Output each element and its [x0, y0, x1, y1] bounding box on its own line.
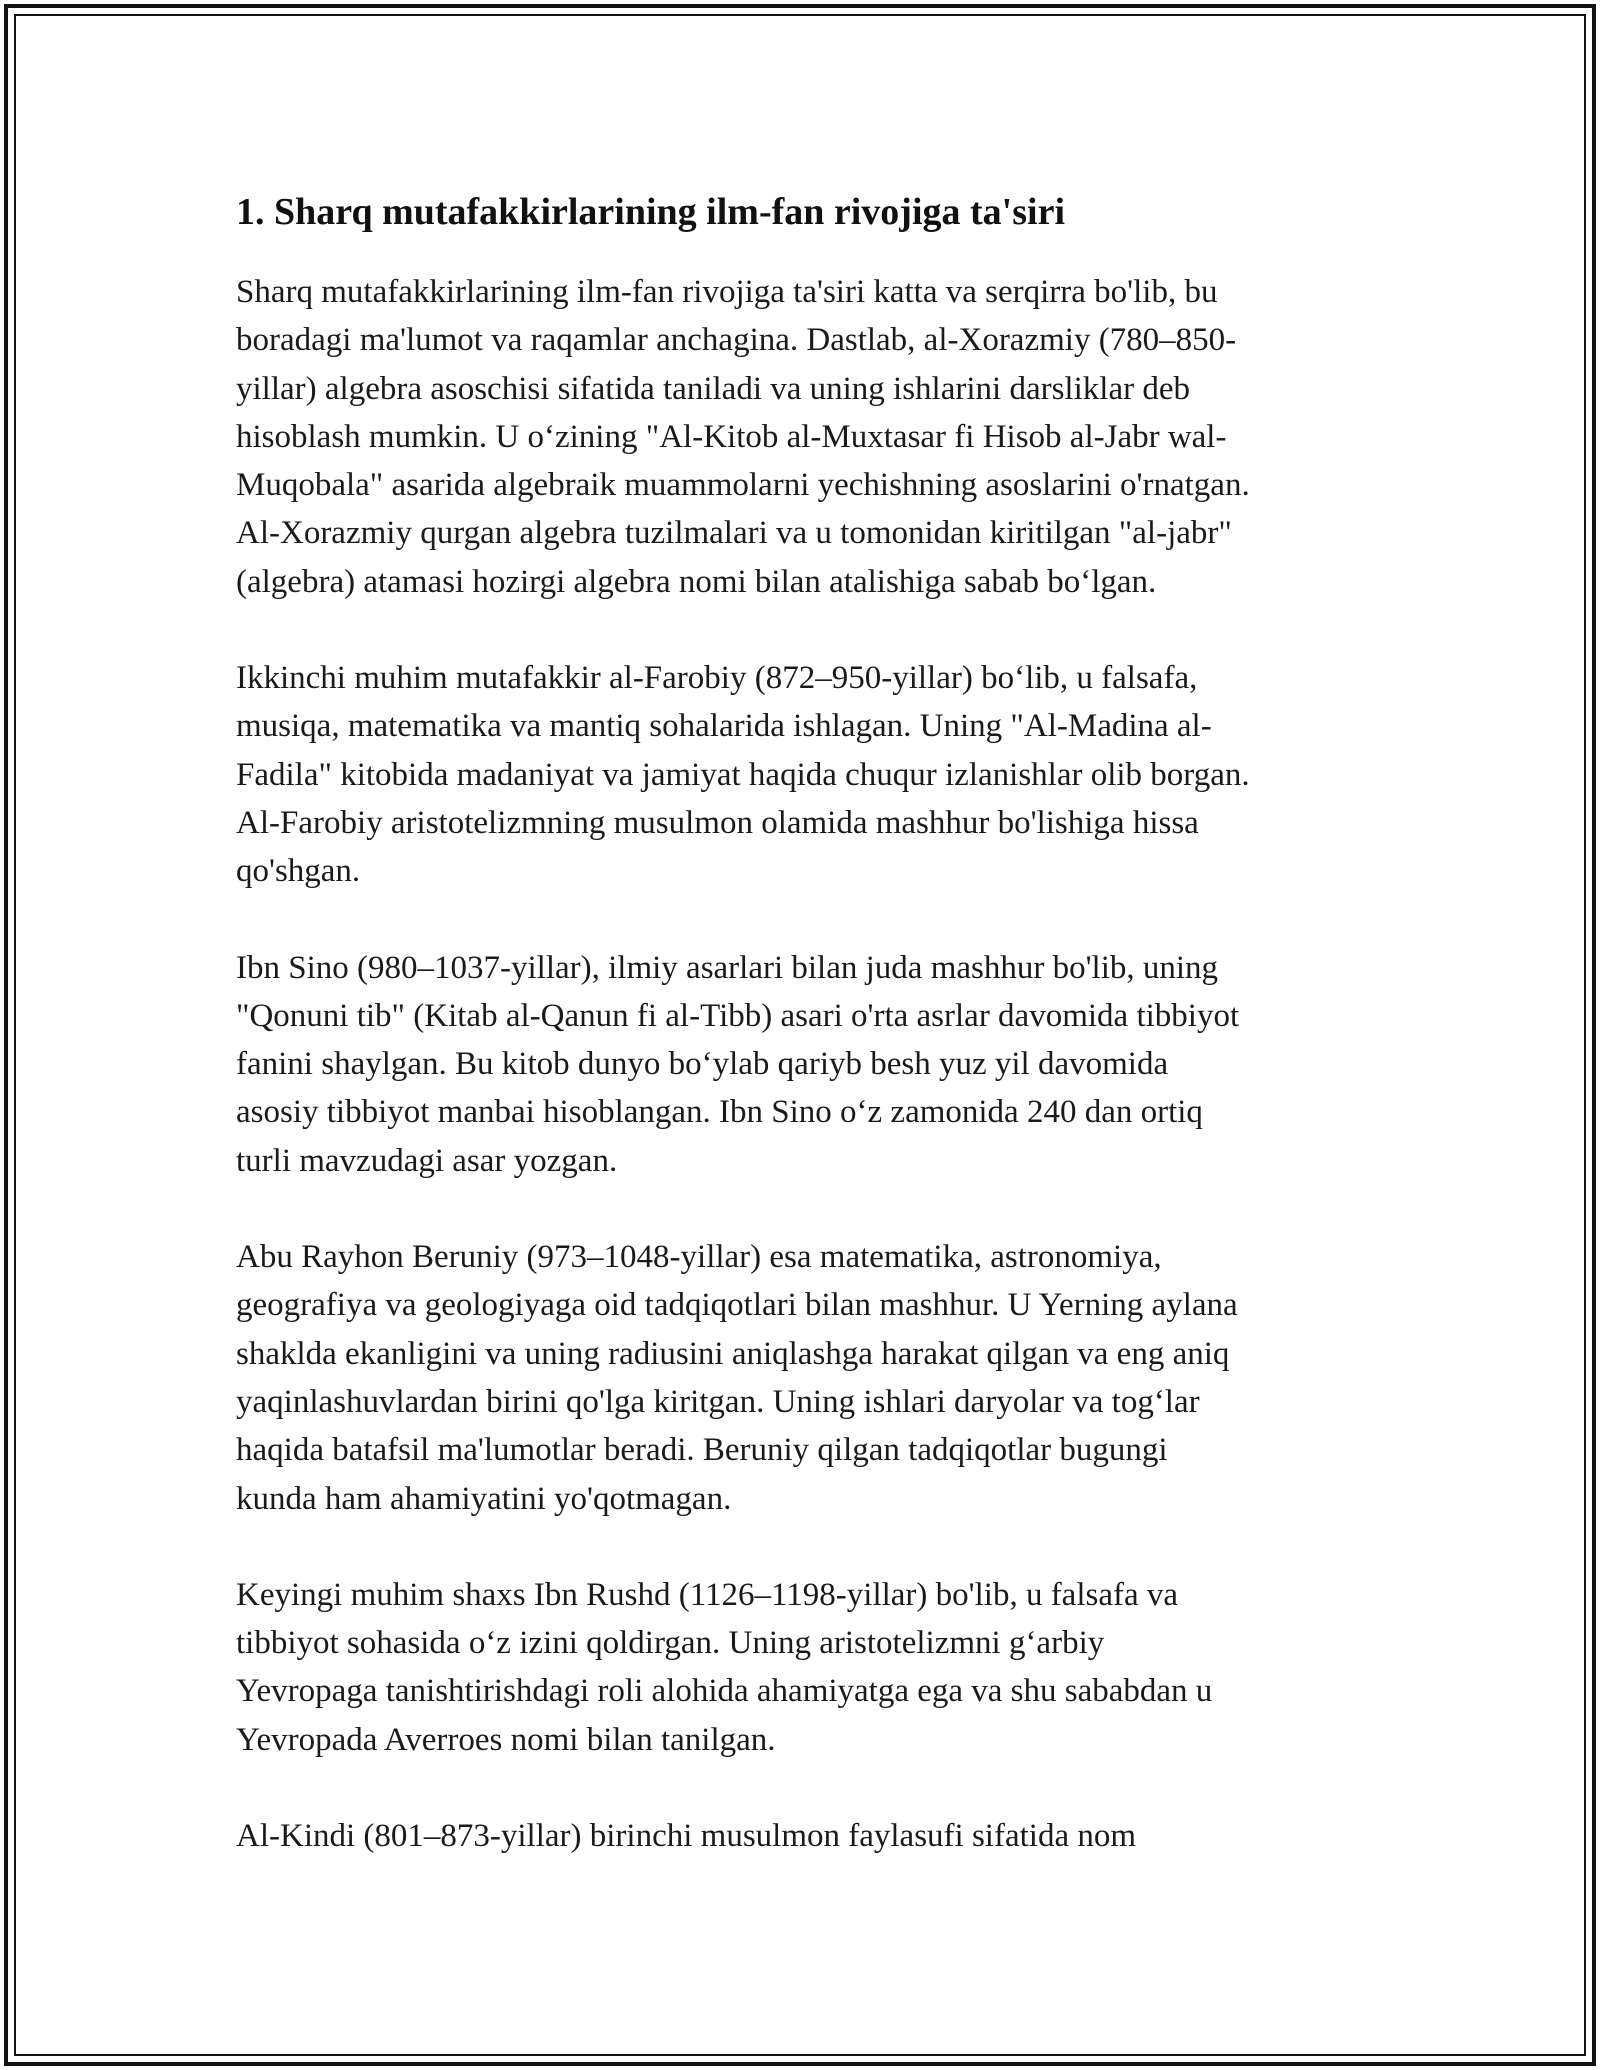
text-line: Keyingi muhim shaxs Ibn Rushd (1126–1198-yillar) bo'lib, u falsafa va [236, 1576, 1179, 1613]
text-line: Yevropaga tanishtirishdagi roli alohida ahamiyatga ega va shu sababdan u [236, 1673, 1213, 1710]
text-line: boradagi ma'lumot va raqamlar anchagina. Dastlab, al-Xorazmiy (780–850- [236, 322, 1237, 359]
text-line: shaklda ekanligini va uning radiusini aniqlashga harakat qilgan va eng aniq [236, 1335, 1230, 1372]
paragraph-al-kindi [236, 1812, 1376, 1860]
text-line: qo'shgan. [236, 853, 361, 890]
paragraph-ibn-rushd [236, 1571, 1376, 1764]
text-line: haqida batafsil ma'lumotlar beradi. Beruniy qilgan tadqiqotlar bugungi [236, 1432, 1168, 1469]
paragraph-al-farobiy [236, 654, 1376, 895]
text-line: Yevropada Averroes nomi bilan tanilgan. [236, 1721, 776, 1758]
text-line: asosiy tibbiyot manbai hisoblangan. Ibn Sino oʻz zamonida 240 dan ortiq [236, 1094, 1203, 1131]
paragraph-ibn-sino [236, 944, 1376, 1185]
text-line: "Qonuni tib" (Kitab al-Qanun fi al-Tibb) asari o'rta asrlar davomida tibbiyot [236, 997, 1240, 1034]
text-line: tibbiyot sohasida oʻz izini qoldirgan. Uning aristotelizmni gʻarbiy [236, 1625, 1105, 1662]
text-line: Ibn Sino (980–1037-yillar), ilmiy asarlari bilan juda mashhur bo'lib, uning [236, 949, 1219, 986]
text-line: Al-Farobiy aristotelizmning musulmon olamida mashhur bo'lishiga hissa [236, 804, 1199, 841]
text-line: yaqinlashuvlardan birini qo'lga kiritgan. Uning ishlari daryolar va togʻlar [236, 1383, 1200, 1420]
text-line: hisoblash mumkin. U oʻzining "Al-Kitob al-Muxtasar fi Hisob al-Jabr wal- [236, 418, 1227, 455]
text-line: geografiya va geologiyaga oid tadqiqotlari bilan mashhur. U Yerning aylana [236, 1287, 1238, 1324]
paragraph-beruniy [236, 1233, 1376, 1523]
text-line: fanini shaylgan. Bu kitob dunyo boʻylab qariyb besh yuz yil davomida [236, 1046, 1169, 1083]
text-line: Sharq mutafakkirlarining ilm-fan rivojiga ta'siri katta va serqirra bo'lib, bu [236, 274, 1218, 310]
text-line: Ikkinchi muhim mutafakkir al-Farobiy (872–950-yillar) boʻlib, u falsafa, [236, 660, 1198, 697]
section-heading: 1. Sharq mutafakkirlarining ilm-fan rivojiga ta'siri [236, 191, 1066, 233]
text-line: Abu Rayhon Beruniy (973–1048-yillar) esa matematika, astronomiya, [236, 1239, 1162, 1276]
document-body [236, 186, 1376, 1908]
text-line: Al-Kindi (801–873-yillar) birinchi musulmon faylasufi sifatida nom [236, 1818, 1137, 1855]
text-line: turli mavzudagi asar yozgan. [236, 1142, 618, 1179]
text-line: Muqobala" asarida algebraik muammolarni yechishning asoslarini o'rnatgan. [236, 467, 1250, 504]
text-line: musiqa, matematika va mantiq sohalarida ishlagan. Uning "Al-Madina al- [236, 708, 1212, 745]
text-line: (algebra) atamasi hozirgi algebra nomi bilan atalishiga sabab boʻlgan. [236, 563, 1157, 600]
text-line: Fadila" kitobida madaniyat va jamiyat haqida chuqur izlanishlar olib borgan. [236, 756, 1250, 793]
text-line: kunda ham ahamiyatini yo'qotmagan. [236, 1480, 732, 1517]
text-line: yillar) algebra asoschisi sifatida taniladi va uning ishlarini darsliklar deb [236, 370, 1190, 407]
text-line: Al-Xorazmiy qurgan algebra tuzilmalari va u tomonidan kiritilgan "al-jabr" [236, 515, 1232, 552]
paragraph-al-xorazmiy [236, 268, 1376, 606]
